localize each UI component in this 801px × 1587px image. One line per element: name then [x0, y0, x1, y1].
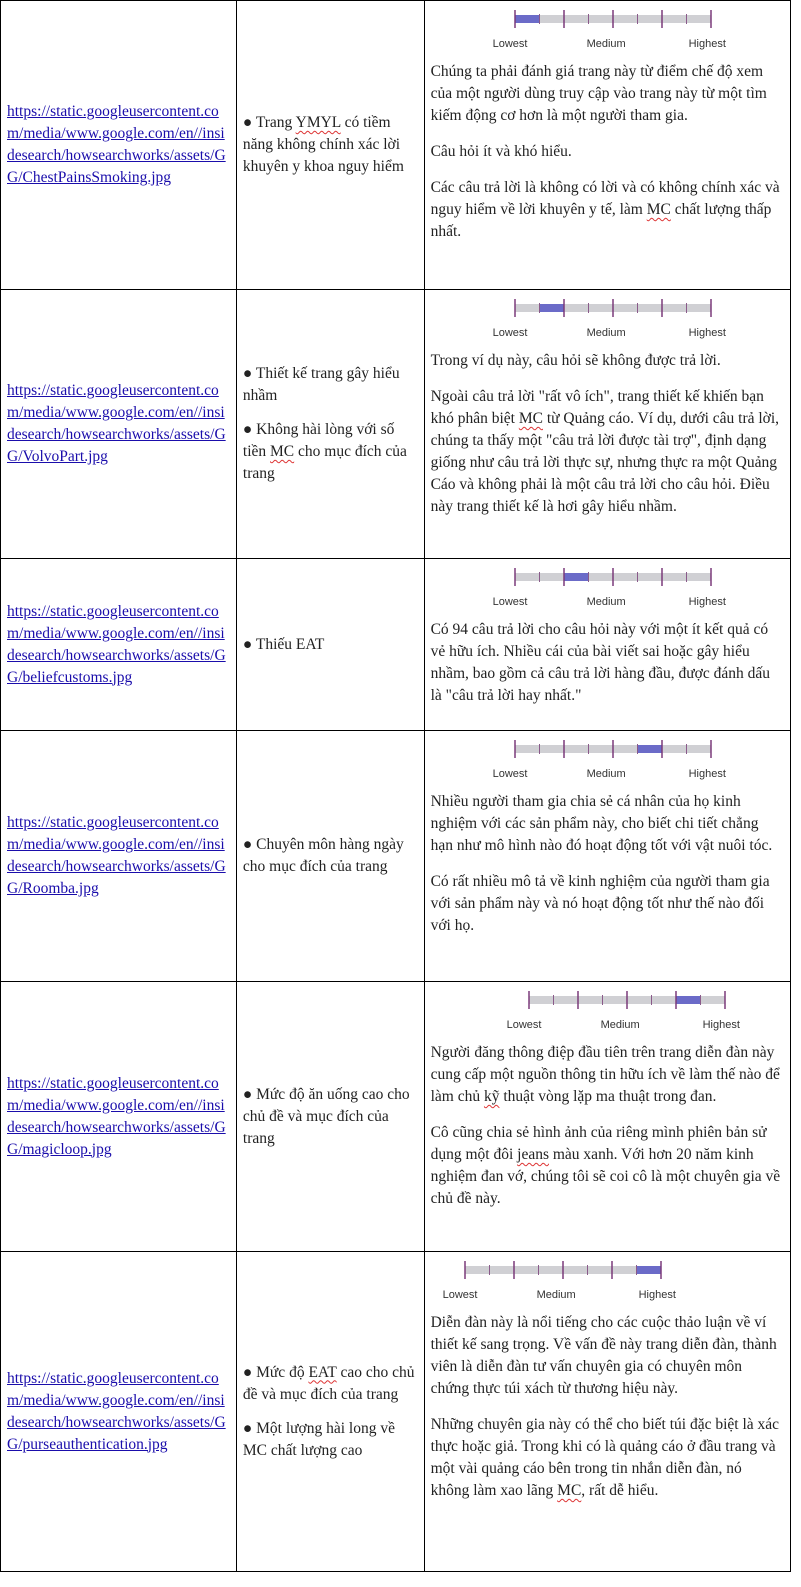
characteristics-cell [236, 1, 424, 290]
explanation-paragraph: Ngoài câu trả lời "rất vô ích", trang thiết kế khiến bạn khó phân biệt MC từ Quảng cáo. Ví dụ, dưới câu trả lời, chúng ta thấy một "câu trả lời được tài trợ", định dạng giống như câu trả lời thực sự, nhưng thực ra một Quảng Cáo và không phải là một câu trả lời cho câu hỏi. Điều này trang thiết kế là hơi gây hiểu nhầm. [430, 388, 780, 515]
rating-slider-graphic [463, 1258, 663, 1282]
characteristics-cell [236, 1252, 424, 1572]
rating-slider-graphic [527, 988, 727, 1012]
scale-labels [442, 1284, 723, 1301]
example-url-link[interactable]: https://static.googleusercontent.com/media/www.google.com/en//insidesearch/howsearchworks/assets/GG/ChestPainsSmoking.jpg [7, 103, 226, 186]
characteristic-bullet: ● Trang YMYL có tiềm năng không chính xác lời khuyên y khoa nguy hiểm [242, 114, 404, 175]
spellcheck-underline: MC [270, 443, 295, 460]
explanation-text [431, 350, 784, 518]
explanation-paragraph: Các câu trả lời là không có lời và có không chính xác và nguy hiểm về lời khuyên y tế, làm MC chất lượng thấp nhất. [430, 179, 780, 240]
characteristic-bullet: ● Thiếu EAT [242, 635, 325, 653]
scale-label-medium: Medium [536, 1289, 576, 1301]
rating-slider-graphic [513, 737, 713, 761]
url-cell [1, 290, 237, 559]
table-row [1, 731, 791, 982]
explanation-cell [424, 1, 790, 290]
quality-rating-scale [506, 988, 787, 1031]
rating-highlight [636, 1266, 661, 1274]
spellcheck-underline: EAT [308, 1363, 337, 1381]
spellcheck-underline: MC [646, 201, 671, 218]
scale-label-medium: Medium [586, 38, 626, 50]
scale-labels [492, 591, 773, 608]
table-row [1, 1252, 791, 1572]
explanation-text [431, 791, 784, 937]
scale-label-highest: Highest [688, 327, 726, 339]
url-cell [1, 559, 237, 731]
characteristic-bullet: ● Chuyên môn hàng ngày cho mục đích của trang [242, 836, 404, 875]
url-cell [1, 1, 237, 290]
url-cell [1, 982, 237, 1252]
rating-slider-graphic [513, 565, 713, 589]
rating-slider-graphic [513, 296, 713, 320]
example-url-link[interactable]: https://static.googleusercontent.com/media/www.google.com/en//insidesearch/howsearchworks/assets/GG/magicloop.jpg [7, 1074, 226, 1158]
example-url-link[interactable]: https://static.googleusercontent.com/media/www.google.com/en//insidesearch/howsearchworks/assets/GG/Roomba.jpg [7, 814, 226, 897]
table-row [1, 290, 791, 559]
scale-label-medium: Medium [586, 596, 626, 608]
characteristic-bullet: ● Mức độ ăn uống cao cho chủ đề và mục đích của trang [242, 1085, 410, 1147]
quality-rating-scale [492, 737, 773, 780]
scale-label-lowest: Lowest [492, 596, 528, 608]
scale-label-medium: Medium [600, 1019, 640, 1031]
spellcheck-underline: kỹ [483, 1088, 500, 1105]
explanation-paragraph: Có 94 câu trả lời cho câu hỏi này với một ít kết quả có vẻ hữu ích. Nhiều cái của bài viết sai hoặc gây hiểu nhầm, bao gồm cả câu trả lời hàng đầu, được đánh dấu là "câu trả lời hay nhất." [430, 621, 771, 704]
explanation-paragraph: Câu hỏi ít và khó hiểu. [430, 143, 572, 160]
characteristics-cell [236, 982, 424, 1252]
explanation-paragraph: Cô cũng chia sẻ hình ảnh của riêng mình phiên bản sử dụng một đôi jeans màu xanh. Với hơn 20 năm kinh nghiệm đan vớ, chúng tôi sẽ coi cô là một chuyên gia về chủ đề này. [430, 1124, 781, 1207]
table-row [1, 559, 791, 731]
scale-label-highest: Highest [688, 596, 726, 608]
example-url-link[interactable]: https://static.googleusercontent.com/media/www.google.com/en//insidesearch/howsearchworks/assets/GG/purseauthentication.jpg [7, 1369, 226, 1453]
explanation-cell [424, 982, 790, 1252]
example-url-link[interactable]: https://static.googleusercontent.com/media/www.google.com/en//insidesearch/howsearchworks/assets/GG/beliefcustoms.jpg [7, 602, 226, 686]
scale-labels [506, 1014, 787, 1031]
rating-highlight [637, 745, 662, 753]
rating-slider-graphic [513, 7, 713, 31]
explanation-paragraph: Chúng ta phải đánh giá trang này từ điểm chế độ xem của một người dùng truy cập vào trang này từ một tìm kiếm động cơ hơn là một người tham gia. [430, 63, 767, 124]
scale-label-lowest: Lowest [506, 1019, 542, 1031]
characteristic-bullet: ● Thiết kế trang gây hiểu nhầm [242, 365, 400, 404]
characteristics-cell [236, 290, 424, 559]
spellcheck-underline: YMYL [295, 114, 341, 131]
scale-labels [492, 763, 773, 780]
explanation-paragraph: Những chuyên gia này có thể cho biết túi đặc biệt là xác thực hoặc giả. Trong khi có là quảng cáo ở đầu trang và một vài quảng cáo bên trong tin nhắn diễn đàn, nó không làm xao lãng MC, rất dễ hiểu. [430, 1416, 780, 1499]
scale-label-lowest: Lowest [492, 38, 528, 50]
scale-label-highest: Highest [702, 1019, 740, 1031]
explanation-text [431, 619, 784, 707]
explanation-paragraph: Trong ví dụ này, câu hỏi sẽ không được trả lời. [430, 352, 721, 369]
scale-label-highest: Highest [688, 768, 726, 780]
scale-label-medium: Medium [586, 768, 626, 780]
table-row [1, 1, 791, 290]
scale-label-highest: Highest [688, 38, 726, 50]
scale-label-lowest: Lowest [492, 327, 528, 339]
scale-label-medium: Medium [586, 327, 626, 339]
example-url-link[interactable]: https://static.googleusercontent.com/media/www.google.com/en//insidesearch/howsearchworks/assets/GG/VolvoPart.jpg [7, 382, 226, 465]
scale-label-lowest: Lowest [492, 768, 528, 780]
quality-rating-scale [492, 296, 773, 339]
explanation-cell [424, 559, 790, 731]
rating-highlight [539, 304, 564, 312]
scale-label-highest: Highest [638, 1289, 676, 1301]
explanation-text [431, 61, 784, 243]
explanation-paragraph: Nhiều người tham gia chia sẻ cá nhân của họ kinh nghiệm với các sản phẩm này, cho biết chi tiết chẳng hạn như mô hình nào đó hoạt động tốt với vật nuôi tóc. [430, 793, 773, 854]
quality-rating-scale [492, 7, 773, 50]
scale-labels [492, 322, 773, 339]
characteristics-cell [236, 731, 424, 982]
characteristic-bullet: ● Mức độ EAT cao cho chủ đề và mục đích của trang [242, 1363, 415, 1403]
explanation-cell [424, 731, 790, 982]
scale-labels [492, 33, 773, 50]
characteristics-cell [236, 559, 424, 731]
explanation-paragraph: Diễn đàn này là nổi tiếng cho các cuộc thảo luận về ví thiết kế sang trọng. Về vấn đề này trang diễn đàn, thành viên là diễn đàn tư vấn chuyên gia có chuyên môn chứng thực túi xách từ thương hiệu này. [430, 1314, 777, 1397]
quality-rating-scale [442, 1258, 723, 1301]
explanation-text [431, 1312, 784, 1502]
explanation-cell [424, 290, 790, 559]
explanation-text [431, 1042, 784, 1210]
scale-label-lowest: Lowest [442, 1289, 478, 1301]
explanation-cell [424, 1252, 790, 1572]
table-row [1, 982, 791, 1252]
spellcheck-underline: MC [518, 410, 543, 427]
rating-highlight [676, 996, 701, 1004]
quality-rating-scale [492, 565, 773, 608]
rating-highlight [564, 573, 589, 581]
spellcheck-underline: MC [557, 1482, 582, 1499]
url-cell [1, 731, 237, 982]
rating-highlight [515, 15, 540, 23]
url-cell [1, 1252, 237, 1572]
explanation-paragraph: Có rất nhiều mô tả về kinh nghiệm của người tham gia với sản phẩm này và nó hoạt động tốt như thế nào đối với họ. [430, 873, 770, 934]
explanation-paragraph: Người đăng thông điệp đầu tiên trên trang diễn đàn này cung cấp một nguồn thông tin hữu ích về làm thế nào để làm chủ kỹ thuật vòng lặp ma thuật trong đan. [430, 1044, 780, 1105]
spellcheck-underline: jeans [517, 1146, 549, 1163]
characteristic-bullet: ● Không hài lòng với số tiền MC cho mục đích của trang [242, 421, 407, 482]
characteristic-bullet: ● Một lượng hài long về MC chất lượng cao [242, 1419, 395, 1459]
